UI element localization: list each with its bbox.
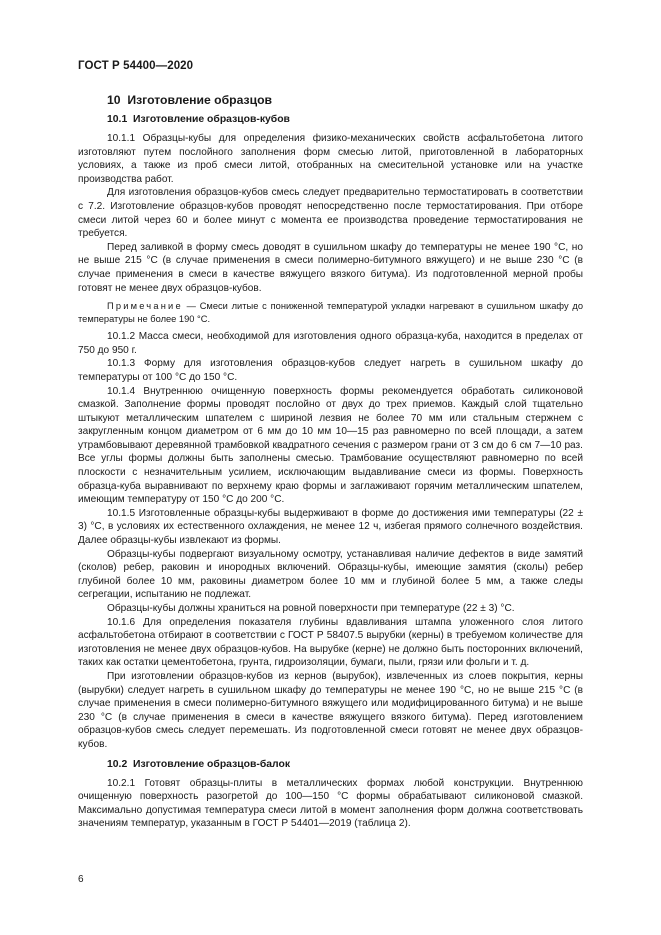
paragraph: При изготовлении образцов-кубов из кернов (вырубок), извлеченных из слоев покрытия, керны (вырубки) следует нагреть в сушильном шкафу до температуры не менее 190 °C, но не выше 215 °C (в случае применения в смеси полимерно-битумного вяжущего или модифицированного битума) и не выше 230 °C (в случае применения в смеси в качестве вяжущего вязкого битума). Перед изготовлением образцов-кубов смесь следует перемешать. Из подготовленной смеси готовят не менее двух образцов-кубов. bbox=[78, 670, 583, 750]
subsection-title: Изготовление образцов-балок bbox=[133, 758, 291, 770]
paragraph: 10.1.5 Изготовленные образцы-кубы выдерживают в форме до достижения ими температуры (22 ± 3) °C, в условиях их естественного охлаждения, не менее 12 ч, избегая прямого солнечного воздействия. Далее образцы-кубы извлекают из формы. bbox=[78, 507, 583, 547]
subsection-title: Изготовление образцов-кубов bbox=[133, 114, 290, 125]
subsection-10-1-heading bbox=[78, 113, 583, 126]
section-title: Изготовление образцов bbox=[127, 93, 273, 107]
paragraph: 10.1.4 Внутреннюю очищенную поверхность формы рекомендуется обработать силиконовой смазкой. Заполнение формы проводят послойно от двух до трех приемов. Каждый слой тщательно штыкуют металлическим шпателем с шириной лезвия не более 70 мм или стальным стержнем с закругленным концом диаметром от 6 мм до 10 мм 10—15 раз равномерно по всей площади, а затем утрамбовывают деревянной трамбовкой квадратного сечения с размером грани от 3 см до 6 см 7—10 раз. Все углы формы должны быть заполнены смесью. Трамбование осуществляют равномерно по всей плоскости с незначительным усилием, исключающим выдавливание смеси из формы. Поверхность образца-куба выравнивают по верхнему краю формы и заглаживают горячим металлическим шпателем, имеющим температуру от 150 °C до 200 °C. bbox=[78, 385, 583, 506]
document-code: ГОСТ Р 54400—2020 bbox=[78, 60, 194, 72]
section-number: 10 bbox=[107, 93, 121, 107]
paragraph: Для изготовления образцов-кубов смесь следует предварительно термостатировать в соответствии с 7.2. Изготовление образцов-кубов проводят непосредственно после термостатирования. При отборе смеси литой через 60 и более минут с момента ее производства проведение термостатирования не требуется. bbox=[78, 187, 583, 240]
paragraph: 10.1.1 Образцы-кубы для определения физико-механических свойств асфальтобетона литого изготовляют путем послойного заполнения форм смесью литой, приготовленной в лабораторных условиях, а также из проб смеси литой, отобранных на смесительной установке или на участке производства работ. bbox=[78, 133, 583, 185]
subsection-number: 10.2 bbox=[107, 758, 128, 770]
paragraph: 10.1.2 Масса смеси, необходимой для изготовления одного образца-куба, находится в пределах от 750 до 950 г. bbox=[78, 331, 583, 356]
paragraph: 10.2.1 Готовят образцы-плиты в металлических формах любой конструкции. Внутреннюю очищенную поверхность разогретой до 100—150 °C формы обрабатывают силиконовой смазкой. Максимально допустимая температура смеси литой в момент заполнения форм должна соответствовать значениям температур, указанным в ГОСТ Р 54401—2019 (таблица 2). bbox=[78, 777, 583, 830]
subsection-number: 10.1 bbox=[107, 114, 128, 125]
paragraph: Перед заливкой в форму смесь доводят в сушильном шкафу до температуры не менее 190 °C, но не выше 215 °C (в случае применения в смеси полимерно-битумного вяжущего) и не выше 230 °C (в случае применения в смеси в качестве вяжущего вязкого битума). Из подготовленной мерной пробы готовят не менее двух образцов-кубов. bbox=[78, 241, 583, 294]
paragraph: Образцы-кубы должны храниться на ровной поверхности при температуре (22 ± 3) °C. bbox=[107, 603, 515, 614]
note bbox=[78, 300, 583, 326]
subsection-10-2-heading bbox=[78, 758, 583, 771]
note-label: Примечание bbox=[107, 301, 183, 312]
paragraph: 10.1.6 Для определения показателя глубины вдавливания штампа уложенного слоя литого асфальтобетона отбирают в соответствии с ГОСТ Р 58407.5 вырубки (керны) в требуемом количестве для изготовления не менее двух образцов-кубов. На вырубке (керне) не должно быть посторонних включений, таких как остатки цементобетона, грунта, гидроизоляции, бумаги, пыли, грязи или фольги и т. д. bbox=[78, 616, 583, 669]
paragraph: 10.1.3 Форму для изготовления образцов-кубов следует нагреть в сушильном шкафу до температуры от 100 °C до 150 °C. bbox=[78, 358, 583, 383]
document-body bbox=[78, 93, 583, 831]
section-10-heading bbox=[78, 93, 583, 107]
note-text: — Смеси литые с пониженной температурой укладки нагревают в сушильном шкафу до температуры не более 190 °C. bbox=[78, 301, 583, 325]
page-number: 6 bbox=[78, 874, 84, 885]
paragraph: Образцы-кубы подвергают визуальному осмотру, устанавливая наличие дефектов в виде замятий (сколов) ребер, раковин и инородных включений. Образцы-кубы, имеющие замятия (сколы) ребер глубиной более 10 мм, раковины диаметром более 10 мм и глубиной более 5 мм, а также следы сегрегации, испытанию не подлежат. bbox=[78, 548, 583, 601]
